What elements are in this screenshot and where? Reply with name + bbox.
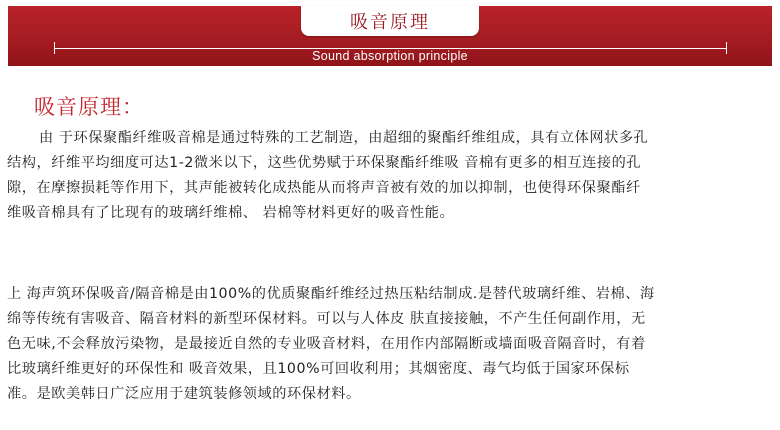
banner-title: 吸音原理 (350, 12, 430, 33)
header-banner (8, 6, 772, 66)
paragraph-line: 维吸音棉具有了比现有的玻璃纤维棉、 岩棉等材料更好的吸音性能。 (7, 205, 455, 221)
paragraph-line: 比玻璃纤维更好的环保性和 吸音效果，且100%可回收利用；其烟密度、毒气均低于国家环保标 (7, 361, 630, 377)
paragraph-1 (7, 126, 773, 226)
paragraph-line: 准。是欧美韩日广泛应用于建筑装修领域的环保材料。 (7, 386, 361, 402)
paragraph-line: 由 于环保聚酯纤维吸音棉是通过特殊的工艺制造，由超细的聚酯纤维组成，具有立体网状多孔 (39, 130, 649, 146)
paragraph-line: 绵等传统有害吸音、隔音材料的新型环保材料。可以与人体皮 肤直接接触，不产生任何副作用，无 (7, 311, 646, 327)
paragraph-line: 上 海声筑环保吸音/隔音棉是由100%的优质聚酯纤维经过热压粘结制成.是替代玻璃纤维、岩棉、海 (7, 286, 655, 302)
section-heading: 吸音原理： (34, 95, 144, 119)
paragraph-line: 隙，在摩擦损耗等作用下，其声能被转化成热能从而将声音被有效的加以抑制，也使得环保聚酯纤 (7, 180, 641, 196)
paragraph-line: 色无味,不会释放污染物，是最接近自然的专业吸音材料，在用作内部隔断或墙面吸音隔音时，有着 (7, 336, 646, 352)
paragraph-line: 结构，纤维平均细度可达1-2微米以下，这些优势赋于环保聚酯纤维吸 音棉有更多的相互连接的孔 (7, 155, 642, 171)
banner-title-box (301, 6, 479, 36)
paragraph-2 (7, 282, 773, 407)
banner-subtitle: Sound absorption principle (312, 49, 468, 63)
